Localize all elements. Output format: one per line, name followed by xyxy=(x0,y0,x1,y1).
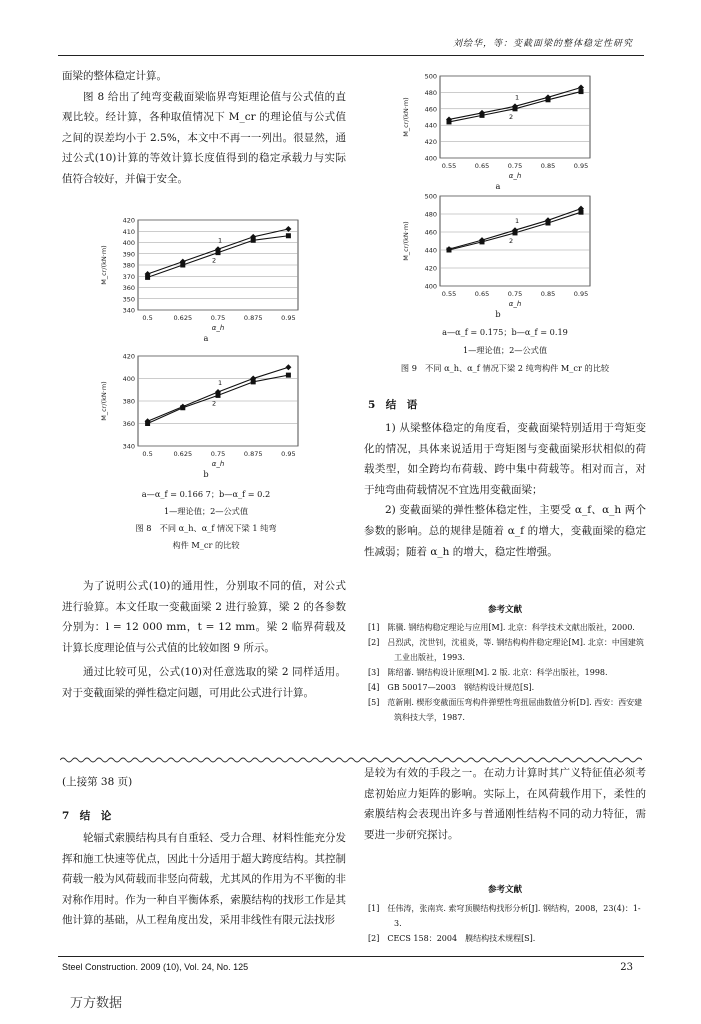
continued-left-text xyxy=(62,828,346,931)
y-tick-label: 400 xyxy=(122,239,135,247)
x-tick-label: 0.95 xyxy=(281,450,296,458)
y-tick-label: 340 xyxy=(122,442,135,451)
paragraph: 面梁的整体稳定计算。 xyxy=(62,70,167,82)
y-tick-label: 480 xyxy=(424,210,437,219)
y-tick-label: 410 xyxy=(122,227,135,236)
section-title: 5 结 语 xyxy=(368,399,418,411)
plot-area xyxy=(440,196,590,286)
y-axis-label: M_cr/(kN·m) xyxy=(402,97,410,137)
y-tick-label: 420 xyxy=(424,264,437,273)
series-2-point xyxy=(145,275,150,280)
x-axis-label: α_h xyxy=(211,324,225,332)
y-tick-label: 400 xyxy=(424,154,437,163)
fig8b-chart xyxy=(96,350,306,468)
series-label: 1 xyxy=(515,93,520,102)
references-list xyxy=(368,620,644,725)
series-2-point xyxy=(216,393,221,398)
paragraph: 图 8 给出了纯弯变截面梁临界弯矩理论值与公式值的直观比较。经计算，各种取值情况下 M_cr 的理论值与公式值之间的误差均小于 2.5%，本文中不再一一列出。很显然，通过公式(10)计算的等效计算长度值得到的稳定承载力与实际值符合较好，并偏于安全。 xyxy=(62,90,346,185)
reference-item: [4] GB 50017—2003 钢结构设计规范[S]. xyxy=(368,683,535,692)
series-2-point xyxy=(180,263,185,268)
y-tick-label: 480 xyxy=(424,88,437,97)
paragraph: 通过比较可见，公式(10)对任意选取的梁 2 同样适用。对于变截面梁的弹性稳定问题，可用此公式进行计算。 xyxy=(62,666,346,699)
references-list xyxy=(368,901,644,946)
y-tick-label: 370 xyxy=(122,272,135,281)
y-tick-label: 390 xyxy=(122,250,135,259)
y-tick-label: 380 xyxy=(122,261,135,270)
series-2-point xyxy=(579,210,584,215)
paragraph: 是较为有效的手段之一。在动力计算时其广义特征值必须考虑初始应力矩阵的影响。实际上，在风荷载作用下，柔性的索膜结构会表现出许多与普通刚性结构不同的动力特征，需要进一步研究探讨。 xyxy=(364,767,646,841)
series-label: 2 xyxy=(509,112,514,121)
continued-right-text xyxy=(364,763,646,845)
x-tick-label: 0.55 xyxy=(441,290,457,298)
series-label: 1 xyxy=(515,217,520,226)
x-tick-label: 0.95 xyxy=(573,162,589,170)
fig8-caption: 图 8 不同 α_h、α_f 情况下梁 1 纯弯 xyxy=(135,523,277,533)
x-tick-label: 0.875 xyxy=(243,314,263,322)
fig9a-label: a xyxy=(495,181,501,191)
x-tick-label: 0.625 xyxy=(173,450,193,458)
series-2-point xyxy=(513,230,518,235)
watermark: 万方数据 xyxy=(70,996,123,1011)
x-tick-label: 0.5 xyxy=(142,450,153,458)
reference-item: [2] CECS 158：2004 膜结构技术规程[S]. xyxy=(368,934,536,943)
x-axis-label: α_h xyxy=(508,300,522,308)
x-tick-label: 0.875 xyxy=(243,450,263,458)
fig9b-label: b xyxy=(495,309,501,319)
y-tick-label: 380 xyxy=(122,397,135,406)
series-2-point xyxy=(251,379,256,384)
fig8b-label: b xyxy=(203,469,209,479)
x-tick-label: 0.75 xyxy=(507,290,523,298)
series-2-point xyxy=(447,248,452,253)
reference-item: [5] 范新刚. 楔形变截面压弯构件弹塑性弯扭屈曲数值分析[D]. 西安：西安建筑科技大学，1987. xyxy=(368,698,643,722)
paragraph: 1) 从梁整体稳定的角度看，变截面梁特别适用于弯矩变化的情况，具体来说适用于弯矩图与变截面梁形状相似的荷载类型，如全跨均布荷载、跨中集中荷载等。相对而言，对于纯弯曲荷载情况不宜选用变截面梁； xyxy=(364,422,646,496)
fig8-legend: 1—理论值；2—公式值 xyxy=(163,506,249,516)
fig8a-chart xyxy=(96,214,306,332)
reference-item: [3] 陈绍蕃. 钢结构设计原理[M]. 2 版. 北京：科学出版社，1998. xyxy=(368,668,608,677)
series-2-point xyxy=(286,373,291,378)
series-2-point xyxy=(513,106,518,111)
y-tick-label: 360 xyxy=(122,284,135,292)
fig9-caption: 图 9 不同 α_h、α_f 情况下梁 2 纯弯构件 M_cr 的比较 xyxy=(400,363,610,373)
series-2-point xyxy=(145,421,150,426)
left-column-bottom xyxy=(62,576,346,704)
x-axis-label: α_h xyxy=(211,460,225,468)
footer-rule xyxy=(58,956,644,957)
y-tick-label: 360 xyxy=(122,420,135,428)
series-2-point xyxy=(546,221,551,226)
fig9-subcaption: a—α_f = 0.175；b—α_f = 0.19 xyxy=(442,327,568,337)
x-tick-label: 0.95 xyxy=(281,314,296,322)
left-column-top xyxy=(62,66,346,190)
journal-info: Steel Construction. 2009 (10), Vol. 24, No. 125 xyxy=(62,962,249,972)
reference-item: [2] 吕烈武，沈世钊，沈祖炎，等. 钢结构构件稳定理论[M]. 北京：中国建筑工业出版社，1993. xyxy=(368,638,644,662)
y-tick-label: 350 xyxy=(122,295,135,304)
series-2-point xyxy=(579,89,584,94)
references-title: 参考文献 xyxy=(487,885,522,895)
y-axis-label: M_cr/(kN·m) xyxy=(100,245,108,285)
y-tick-label: 460 xyxy=(424,105,437,114)
series-2-point xyxy=(251,238,256,243)
series-2-point xyxy=(546,97,551,102)
x-tick-label: 0.5 xyxy=(142,314,153,322)
series-2-point xyxy=(447,119,452,124)
y-tick-label: 420 xyxy=(122,216,135,225)
fig8a-label: a xyxy=(203,333,209,343)
header-rule xyxy=(58,55,644,56)
x-tick-label: 0.85 xyxy=(540,162,556,170)
series-label: 2 xyxy=(212,256,217,265)
series-label: 1 xyxy=(218,236,223,245)
x-tick-label: 0.625 xyxy=(173,314,193,322)
y-tick-label: 400 xyxy=(122,375,135,383)
y-tick-label: 400 xyxy=(424,282,437,291)
x-tick-label: 0.55 xyxy=(441,162,457,170)
paragraph: 为了说明公式(10)的通用性，分别取不同的值，对公式进行验算。本文任取一变截面梁 2 进行验算，梁 2 的各参数分别为：l = 12 000 mm，t = 12 mm。梁 2 临界荷载及计算长度理论值与公式值的比较如图 9 所示。 xyxy=(62,580,346,654)
series-2-point xyxy=(216,250,221,255)
series-2-point xyxy=(480,239,485,244)
fig9b-chart xyxy=(398,190,598,308)
series-label: 1 xyxy=(218,379,223,387)
y-tick-label: 500 xyxy=(424,192,437,201)
x-tick-label: 0.75 xyxy=(507,162,523,170)
y-tick-label: 440 xyxy=(424,246,437,255)
y-tick-label: 500 xyxy=(424,72,437,81)
series-2-point xyxy=(480,113,485,118)
series-2-point xyxy=(180,405,185,410)
y-tick-label: 440 xyxy=(424,121,437,130)
x-tick-label: 0.85 xyxy=(540,290,556,298)
running-title: 刘绘华，等：变截面梁的整体稳定性研究 xyxy=(452,39,633,49)
paragraph: 轮辐式索膜结构具有自重轻、受力合理、材料性能充分发挥和施工快速等优点，因此十分适用于超大跨度结构。其控制荷载一般为风荷载而非竖向荷载，尤其风的作用为不平衡的非对称作用时。作为一种自平衡体系，索膜结构的找形工作是其他计算的基础，从工程角度出发，采用非线性有限元法找形 xyxy=(62,832,346,927)
continued-note: (上接第 38 页) xyxy=(62,776,133,788)
fig8-caption: 构件 M_cr 的比较 xyxy=(172,540,240,550)
series-2-point xyxy=(286,233,291,238)
y-tick-label: 420 xyxy=(424,138,437,147)
x-tick-label: 0.75 xyxy=(210,450,226,458)
x-axis-label: α_h xyxy=(508,172,522,180)
x-tick-label: 0.75 xyxy=(210,314,226,322)
fig9-legend: 1—理论值；2—公式值 xyxy=(462,345,548,355)
y-tick-label: 460 xyxy=(424,228,437,237)
page-number: 23 xyxy=(620,962,633,973)
conclusions xyxy=(364,418,646,562)
fig9a-chart xyxy=(398,70,598,180)
references-title: 参考文献 xyxy=(487,605,522,615)
fig8-subcaption: a—α_f = 0.166 7；b—α_f = 0.2 xyxy=(141,489,271,499)
y-axis-label: M_cr/(kN·m) xyxy=(100,381,108,421)
series-label: 2 xyxy=(212,399,217,408)
y-tick-label: 420 xyxy=(122,352,135,361)
reference-item: [1] 陈骥. 钢结构稳定理论与应用[M]. 北京：科学技术文献出版社，2000. xyxy=(368,623,635,632)
series-label: 2 xyxy=(509,236,514,245)
paragraph: 2) 变截面梁的弹性整体稳定性，主要受 α_f、α_h 两个参数的影响。总的规律是随着 α_f 的增大，变截面梁的稳定性减弱；随着 α_h 的增大，稳定性增强。 xyxy=(364,504,646,558)
x-tick-label: 0.65 xyxy=(474,162,490,170)
section-title: 7 结 论 xyxy=(62,810,112,822)
reference-item: [1] 任伟涛，张南宾. 索穹顶膜结构找形分析[J]. 钢结构，2008，23(4)：1-3. xyxy=(368,904,641,928)
y-axis-label: M_cr/(kN·m) xyxy=(402,221,410,261)
x-tick-label: 0.95 xyxy=(573,290,589,298)
y-tick-label: 340 xyxy=(122,306,135,315)
x-tick-label: 0.65 xyxy=(474,290,490,298)
